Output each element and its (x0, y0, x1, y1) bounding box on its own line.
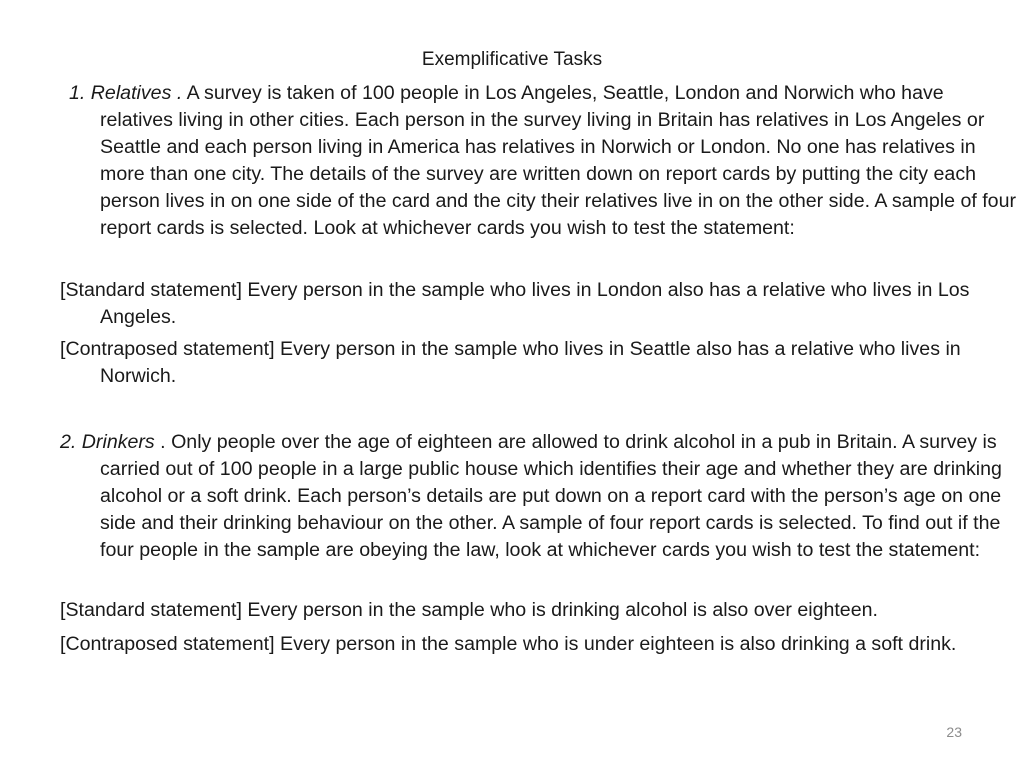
task2-label: 2. Drinkers (60, 431, 155, 453)
task2-description (60, 429, 1015, 564)
task1-description (69, 80, 1019, 242)
slide-title: Exemplificative Tasks (421, 49, 603, 70)
task2-standard-statement: [Standard statement] Every person in the sample who is drinking alcohol is also over eighteen. (60, 599, 878, 621)
task1-text: A survey is taken of 100 people in Los Angeles, Seattle, London and Norwich who have relatives living in other cities. Each person in the survey living in Britain has relatives in Los Angeles or Seattle and each person living in America has relatives in Norwich or London. No one has relatives in more than one city. The details of the survey are written down on report cards by putting the city each person lives in on one side of the card and the city their relatives live in on the other side. A sample of four report cards is selected. Look at whichever cards you wish to test the statement: (100, 82, 1016, 239)
task1-label: 1. Relatives . (69, 82, 183, 104)
task2-contraposed-statement: [Contraposed statement] Every person in the sample who is under eighteen is also drinking a soft drink. (60, 633, 957, 655)
page-number: 23 (946, 724, 962, 740)
task1-contraposed-statement: [Contraposed statement] Every person in the sample who lives in Seattle also has a relative who lives in Norwich. (60, 338, 961, 387)
task1-standard-statement: [Standard statement] Every person in the sample who lives in London also has a relative who lives in Los Angeles. (60, 279, 970, 328)
task2-text: . Only people over the age of eighteen are allowed to drink alcohol in a pub in Britain. A survey is carried out of 100 people in a large public house which identifies their age and whether they are drinking alcohol or a soft drink. Each person’s details are put down on a report card with the person’s age on one side and their drinking behaviour on the other. A sample of four report cards is selected. To find out if the four people in the sample are obeying the law, look at whichever cards you wish to test the statement: (100, 431, 1002, 561)
